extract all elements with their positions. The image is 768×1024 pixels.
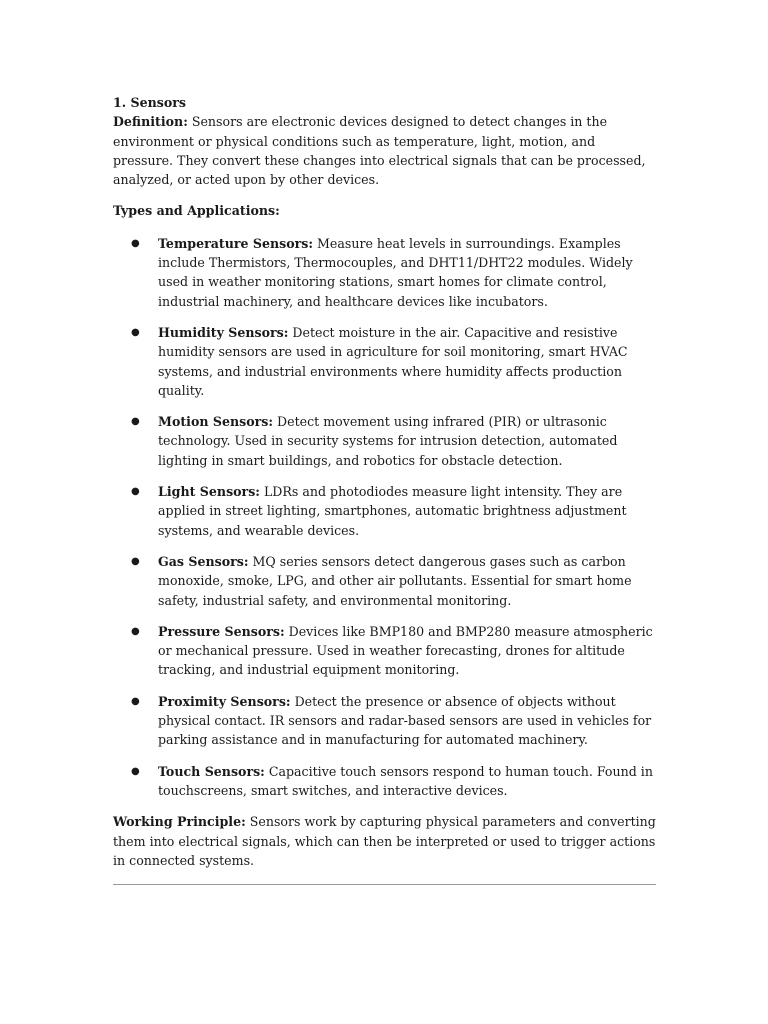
definition-label: Definition:: [113, 114, 188, 130]
list-item-pressure: [113, 622, 658, 680]
bullet-icon: ●: [131, 695, 140, 707]
section-heading: 1. Sensors: [113, 95, 187, 110]
bullet-icon: ●: [131, 326, 140, 338]
item-title: Pressure Sensors:: [158, 623, 285, 639]
item-title: Motion Sensors:: [158, 414, 274, 430]
item-title: Proximity Sensors:: [158, 693, 291, 709]
working-principle-paragraph: [113, 812, 658, 870]
bullet-icon: ●: [131, 416, 140, 428]
horizontal-divider: [113, 884, 656, 885]
item-title: Light Sensors:: [158, 484, 260, 500]
bullet-icon: ●: [131, 237, 140, 249]
item-text: Detect moisture in the air. Capacitive and resistive humidity sensors are used in agriculture for soil monitoring, smart HVAC systems, and industrial environments where humidity affects production quality.: [158, 324, 628, 398]
bullet-icon: ●: [131, 765, 140, 777]
bullet-icon: ●: [131, 555, 140, 567]
list-item-proximity: [113, 692, 658, 750]
item-text: MQ series sensors detect dangerous gases such as carbon monoxide, smoke, LPG, and other air pollutants. Essential for smart home safety, industrial safety, and environmental monitoring.: [158, 553, 632, 608]
bullet-icon: ●: [131, 625, 140, 637]
item-title: Temperature Sensors:: [158, 235, 314, 251]
definition-text: Sensors are electronic devices designed to detect changes in the environment or physical conditions such as temperature, light, motion, and pressure. They convert these changes into electrical signals that can be processed, analyzed, or acted upon by other devices.: [113, 114, 646, 188]
working-principle-label: Working Principle:: [113, 814, 246, 830]
document-page: [113, 93, 658, 885]
list-item-humidity: [113, 323, 658, 400]
item-title: Touch Sensors:: [158, 763, 265, 779]
item-title: Gas Sensors:: [158, 553, 249, 569]
item-title: Humidity Sensors:: [158, 324, 289, 340]
bullet-icon: ●: [131, 486, 140, 498]
definition-paragraph: [113, 112, 658, 189]
types-heading: Types and Applications:: [113, 203, 280, 219]
item-text: LDRs and photodiodes measure light intensity. They are applied in street lighting, smartphones, automatic brightness adjustment systems, and wearable devices.: [158, 484, 627, 538]
list-item-touch: [113, 762, 658, 801]
item-text: Detect movement using infrared (PIR) or ultrasonic technology. Used in security systems for intrusion detection, automated lighting in smart buildings, and robotics for obstacle detection.: [158, 414, 618, 468]
item-text: Devices like BMP180 and BMP280 measure atmospheric or mechanical pressure. Used in weather forecasting, drones for altitude tracking, and industrial equipment monitoring.: [158, 623, 653, 678]
list-item-motion: [113, 412, 658, 470]
list-item-gas: [113, 552, 658, 610]
list-item-light: [113, 482, 658, 540]
list-item-temperature: [113, 234, 658, 311]
item-text: Capacitive touch sensors respond to human touch. Found in touchscreens, smart switches, and interactive devices.: [158, 763, 653, 798]
working-principle-text: Sensors work by capturing physical parameters and converting them into electrical signals, which can then be interpreted or used to trigger actions in connected systems.: [113, 814, 656, 868]
item-text: Measure heat levels in surroundings. Examples include Thermistors, Thermocouples, and DHT11/DHT22 modules. Widely used in weather monitoring stations, smart homes for climate control, industrial machinery, and healthcare devices like incubators.: [158, 235, 633, 309]
item-text: Detect the presence or absence of objects without physical contact. IR sensors and radar-based sensors are used in vehicles for parking assistance and in manufacturing for automated machinery.: [158, 693, 652, 748]
sensor-types-list: [113, 234, 658, 800]
